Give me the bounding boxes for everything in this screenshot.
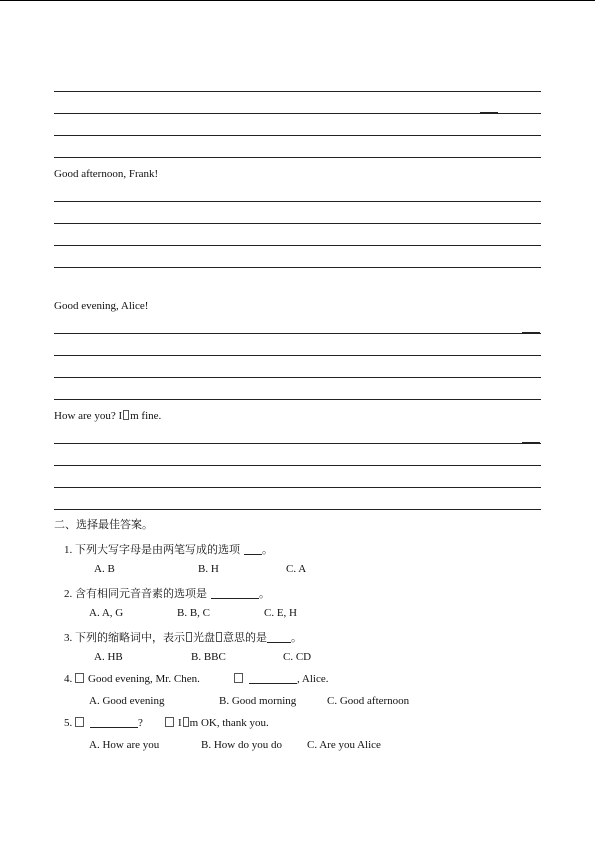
- answer-blank: [90, 717, 138, 728]
- dialog-line: , Alice.: [297, 673, 329, 685]
- answer-blank: [267, 632, 291, 643]
- option-b: B. B, C: [177, 607, 211, 619]
- option-b: B. BBC: [191, 651, 226, 663]
- dialog-line: Good evening, Mr. Chen.: [88, 673, 200, 685]
- placeholder-box-icon: [186, 632, 192, 642]
- phrase-good-afternoon: Good afternoon, Frank!: [54, 168, 159, 180]
- speaker-box-icon: [75, 673, 84, 683]
- question-text: 光盘: [193, 632, 215, 644]
- question-4: [64, 673, 200, 685]
- question-number: 3.: [64, 632, 73, 644]
- question-5: [64, 717, 143, 729]
- writing-line: [54, 135, 541, 136]
- phrase-text: m fine.: [130, 410, 162, 422]
- question-3: [64, 629, 302, 645]
- writing-line: [54, 245, 541, 246]
- question-end: 。: [291, 632, 302, 644]
- writing-line: [54, 399, 541, 400]
- writing-line: [54, 487, 541, 488]
- question-text: 下列的缩略词中，表示: [75, 632, 185, 644]
- answer-blank: [249, 673, 297, 684]
- question-1: [64, 541, 273, 557]
- answer-blank: [211, 588, 259, 599]
- writing-tick: [480, 112, 498, 113]
- placeholder-box-icon: [123, 410, 129, 420]
- writing-line: [54, 201, 541, 202]
- phrase-good-evening: Good evening, Alice!: [54, 300, 149, 312]
- writing-line: [54, 509, 541, 510]
- option-a: A. B: [94, 563, 115, 575]
- option-b: B. Good morning: [219, 695, 297, 707]
- page-top-border: [0, 0, 595, 1]
- question-number: 5.: [64, 717, 73, 729]
- question-number: 1.: [64, 544, 73, 556]
- writing-line: [54, 333, 541, 334]
- option-c: C. A: [286, 563, 307, 575]
- option-a: A. A, G: [89, 607, 124, 619]
- question-text: 下列大写字母是由两笔写成的选项: [75, 544, 240, 556]
- writing-line: [54, 355, 541, 356]
- phrase-text: How are you? I: [54, 410, 123, 422]
- question-text: 含有相同元音音素的选项是: [75, 588, 207, 600]
- question-number: 4.: [64, 673, 73, 685]
- question-4-reply: [234, 673, 328, 685]
- option-c: C. CD: [283, 651, 312, 663]
- writing-line: [54, 91, 541, 92]
- speaker-box-icon: [75, 717, 84, 727]
- option-c: C. Are you Alice: [307, 739, 381, 751]
- question-5-reply: [165, 717, 269, 729]
- dialog-line: m OK, thank you.: [189, 717, 269, 729]
- option-b: B. H: [198, 563, 219, 575]
- answer-blank: [244, 544, 262, 555]
- speaker-box-icon: [234, 673, 243, 683]
- writing-line: [54, 377, 541, 378]
- writing-line: [54, 157, 541, 158]
- question-text: 意思的是: [223, 632, 267, 644]
- section-title: 二、选择最佳答案。: [54, 519, 153, 531]
- placeholder-box-icon: [183, 717, 189, 727]
- option-c: C. E, H: [264, 607, 297, 619]
- dialog-line: ?: [138, 717, 143, 729]
- question-2: [64, 585, 270, 601]
- writing-line: [54, 465, 541, 466]
- dialog-line: I: [178, 717, 182, 729]
- writing-line: [54, 223, 541, 224]
- placeholder-box-icon: [216, 632, 222, 642]
- question-end: 。: [262, 544, 273, 556]
- writing-line: [54, 113, 541, 114]
- option-b: B. How do you do: [201, 739, 282, 751]
- writing-tick: [522, 442, 540, 443]
- question-number: 2.: [64, 588, 73, 600]
- phrase-how-are-you: [54, 410, 161, 422]
- option-a: A. Good evening: [89, 695, 165, 707]
- writing-tick: [522, 332, 540, 333]
- speaker-box-icon: [165, 717, 174, 727]
- question-end: 。: [259, 588, 270, 600]
- option-a: A. How are you: [89, 739, 160, 751]
- option-a: A. HB: [94, 651, 123, 663]
- writing-line: [54, 267, 541, 268]
- option-c: C. Good afternoon: [327, 695, 410, 707]
- writing-line: [54, 443, 541, 444]
